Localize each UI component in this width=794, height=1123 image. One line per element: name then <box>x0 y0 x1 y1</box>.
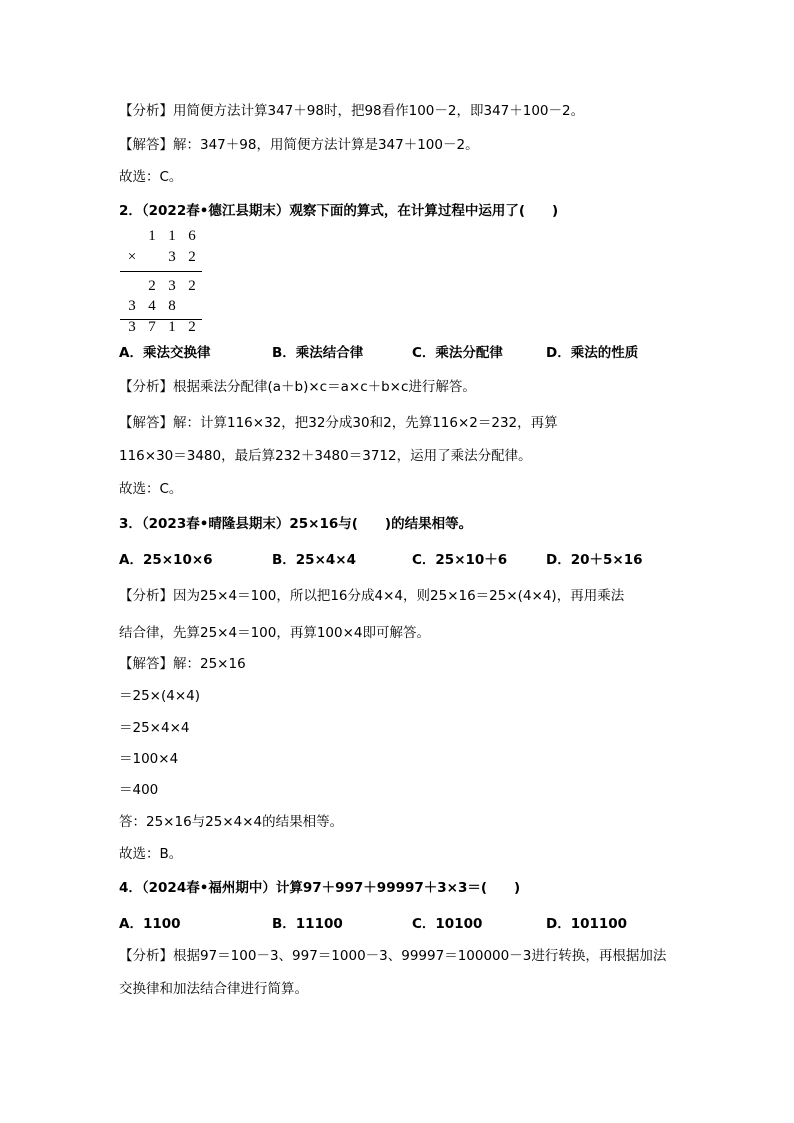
digit: 6 <box>188 228 196 244</box>
q3-option-a: A．25×10×6 <box>119 552 213 568</box>
q3-option-d: D．20＋5×16 <box>546 552 643 568</box>
q1-analysis: 【分析】用简便方法计算347＋98时，把98看作100－2，即347＋100－2。 <box>119 103 585 119</box>
q2-option-c: C．乘法分配律 <box>412 345 503 361</box>
digit: 2 <box>188 319 196 335</box>
q2-answer-line-1: 【解答】解：计算116×32，把32分成30和2，先算116×2＝232，再算 <box>119 415 558 431</box>
q2-option-d: D．乘法的性质 <box>546 345 639 361</box>
q3-analysis-line-2: 结合律，先算25×4＝100，再算100×4即可解答。 <box>119 625 431 641</box>
q2-choice: 故选：C。 <box>119 481 183 497</box>
q3-answer-head: 【解答】解：25×16 <box>119 656 246 672</box>
q4-option-c: C．10100 <box>412 916 483 932</box>
q1-choice: 故选：C。 <box>119 169 183 185</box>
digit: 2 <box>188 278 196 294</box>
q2-title: 2．（2022春•德江县期末）观察下面的算式，在计算过程中运用了( ) <box>119 203 559 219</box>
q3-title: 3．（2023春•晴隆县期末）25×16与( )的结果相等。 <box>119 516 473 532</box>
q4-option-d: D．101100 <box>546 916 628 932</box>
digit: 7 <box>148 319 156 335</box>
digit: 4 <box>148 298 156 314</box>
digit: 3 <box>128 298 136 314</box>
q3-step-1: ＝25×(4×4) <box>119 688 201 704</box>
digit: 3 <box>168 249 176 265</box>
q4-analysis-line-2: 交换律和加法结合律进行简算。 <box>119 981 308 997</box>
q3-step-2: ＝25×4×4 <box>119 720 190 736</box>
q3-analysis-line-1: 【分析】因为25×4＝100，所以把16分成4×4，则25×16＝25×(4×4)，再用乘法 <box>119 588 625 604</box>
q4-analysis-line-1: 【分析】根据97＝100－3、997＝1000－3、99997＝100000－3进行转换，再根据加法 <box>119 948 667 964</box>
vert-row-1 <box>120 228 202 248</box>
q3-choice: 故选：B。 <box>119 846 183 862</box>
q2-answer-line-2: 116×30＝3480，最后算232＋3480＝3712，运用了乘法分配律。 <box>119 448 532 464</box>
q3-conclusion: 答：25×16与25×4×4的结果相等。 <box>119 814 344 830</box>
q4-option-a: A．1100 <box>119 916 181 932</box>
q3-step-3: ＝100×4 <box>119 751 179 767</box>
vert-row-2 <box>120 249 202 269</box>
q2-analysis: 【分析】根据乘法分配律(a＋b)×c＝a×c＋b×c进行解答。 <box>119 379 476 395</box>
vert-rule-1 <box>120 271 202 272</box>
q4-option-b: B．11100 <box>272 916 343 932</box>
q2-option-b: B．乘法结合律 <box>272 345 364 361</box>
vert-row-4 <box>120 298 202 318</box>
digit: 1 <box>168 228 176 244</box>
vertical-multiplication <box>120 228 202 340</box>
q3-step-4: ＝400 <box>119 782 159 798</box>
multiply-sign: × <box>127 249 137 265</box>
digit: 3 <box>168 278 176 294</box>
digit: 2 <box>188 249 196 265</box>
q2-option-a: A．乘法交换律 <box>119 345 211 361</box>
q4-title: 4．（2024春•福州期中）计算97＋997＋99997＋3×3＝( ) <box>119 880 521 896</box>
q3-option-b: B．25×4×4 <box>272 552 356 568</box>
q3-option-c: C．25×10＋6 <box>412 552 508 568</box>
digit: 1 <box>148 228 156 244</box>
vert-row-5 <box>120 319 202 339</box>
digit: 2 <box>148 278 156 294</box>
digit: 1 <box>168 319 176 335</box>
digit: 3 <box>128 319 136 335</box>
digit: 8 <box>168 298 176 314</box>
q1-answer: 【解答】解：347＋98，用简便方法计算是347＋100－2。 <box>119 137 479 153</box>
vert-row-3 <box>120 278 202 298</box>
